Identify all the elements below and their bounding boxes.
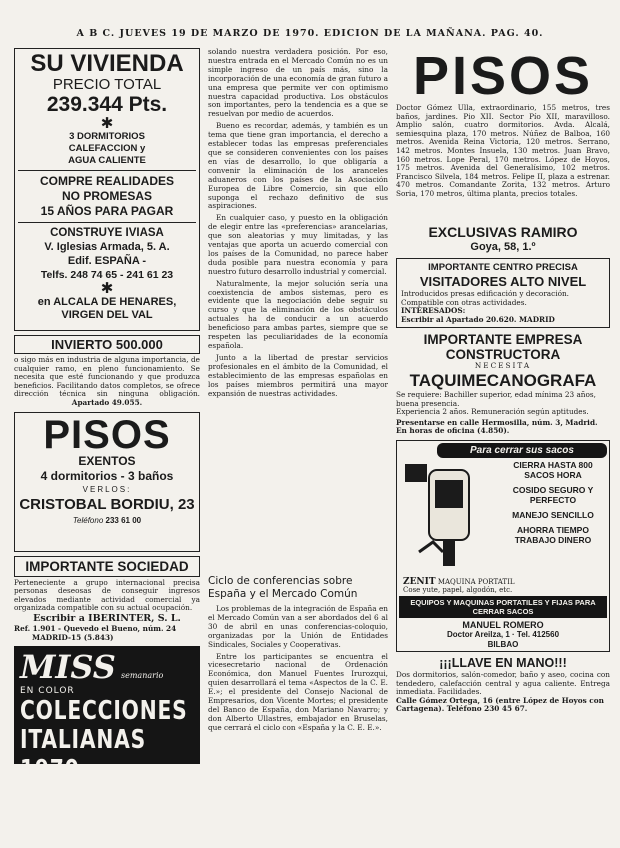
zenit-sewing-machine-icon [399,460,499,578]
ad-invierto-title: INVIERTO 500.000 [14,335,200,354]
article-paragraph: Naturalmente, la mejor solución sería una coexistencia de ambos sistemas, pero es evidente que la negociación debe seguir su curso y que la eliminación de los obstáculos actuales ha de conducir a un acuerdo beneficioso para ambas partes, siempre que se respeten las peculiaridades de la economía española. [208,278,388,350]
page-header: A B C. JUEVES 19 DE MARZO DE 1970. EDICION DE LA MAÑANA. PAG. 40. [76,28,544,39]
ad-invierto-text: o sigo más en industria de alguna importancia, de cualquier ramo, en pleno funcionamiento. Se necesita que esté funcionando y que produzca beneficios. Facilitando datos completos, se ofrece dirección técnica sin ninguna obligación. [14,356,200,399]
ad-pisos-right [396,48,610,254]
right-column [396,48,610,842]
ad-vivienda-feature: 3 DORMITORIOS [69,131,145,142]
ad-zenit-machine: MAQUINA PORTATIL [437,577,515,586]
ad-zenit-city: BILBAO [487,639,519,649]
phone-label: Teléfono [72,515,104,525]
ad-sociedad-city: MADRID-15 (5.843) [32,632,114,642]
ad-pisos-exentos-rooms: 4 dormitorios - 3 baños [40,468,174,483]
ad-constructora-req: Experiencia 2 años. Remuneración según aptitudes. [396,407,589,417]
ad-miss-line1: EN COLOR [20,686,75,697]
ad-vivienda-offer: NO PROMESAS [61,189,152,203]
ad-pisos-exentos-sells-label: VERLOS: [82,484,132,494]
ad-miss-brand: MISS [20,648,116,687]
ad-vivienda-price-label: PRECIO TOTAL [52,76,162,93]
ad-sociedad-write: Escribir a IBERINTER, S. L. [33,612,181,624]
asterisk-icon: ✱ [100,115,114,132]
ad-llave [396,656,610,714]
ad-zenit-brand-row [403,578,607,594]
article-paragraph: Bueno es recordar, además, y también es un tema que tiene gran importancia, el derecho a establecer todas las empresas preferenciales que se consideren convenientes con los países en vías de desarrollo, lo que obligaría a convenir la eliminación de los aranceles aduaneros con los países de la Asociación Europea de Libre Comercio, sin que ello suponga el rechazo definitivo de sus aspiraciones. [208,121,388,211]
ad-vivienda [14,48,200,331]
ad-zenit [396,440,610,652]
ad-pisos-right-address: Goya, 58, 1.º [470,241,536,253]
ad-vivienda-location: en ALCALA DE HENARES, [37,296,177,308]
ad-visitadores-title: IMPORTANTE CENTRO PRECISA [428,262,578,273]
ad-zenit-brand: ZENIT [403,576,436,587]
ad-constructora-title: IMPORTANTE EMPRESA CONSTRUCTORA [423,332,583,363]
ad-vivienda-title: SU VIVIENDA [30,50,184,77]
ad-pisos-exentos-phone [17,515,197,527]
ad-pisos-right-text: Doctor Gómez Ulla, extraordinario, 155 metros, tres baños, jardines. Pio XII. Sector Pío XII, maravilloso. Amplio salón, cuatro dormitorios. Avda. Alcalá, semiesquina plaza, 170 metros. Núñez de Balboa, 160 metros. Avenida Reina Victoria, 120 metros. Serrano, 142 metros. Montes Insuela, 130 metros. Juan Bravo, 160 metros. Lope Peral, 170 metros. López de Hoyos, 175 metros. Avenida del Generalísimo, 102 metros. Francisco Silvela, 184 metros. Felipe II, plaza a estrenar. 470 metros. Comandante Zorita, 132 metros. Arturo Soria, 170 metros, última planta, precios totales. [396,104,610,198]
ad-zenit-benefits [499,460,607,578]
article-paragraph: Junto a la libertad de prestar servicios profesionales en el ámbito de la Comunidad, el establecimiento de las empresas españolas en los países miembros permitirá una mayor expansión de nuestras actividades. [208,352,388,398]
ad-pisos-right-title: PISOS [412,46,594,106]
ad-vivienda-builder: CONSTRUYE IVIASA [50,227,164,239]
asterisk-icon: ✱ [100,280,114,297]
ad-llave-title: ¡¡¡LLAVE EN MANO!!! [439,655,567,670]
ad-visitadores [396,258,610,328]
ad-vivienda-feature: AGUA CALIENTE [68,155,146,166]
article-paragraph: En cualquier caso, y puesto en la obligación de elegir entre las «preferencias» arancelarias, que son aleatorias y muy limitadas, y las ventajas que aporta un acuerdo comercial con los países de la Comunidad, no parece haber duda posible para nuestra economía y para nuestro futuro desarrollo industrial y comercial. [208,213,388,276]
ad-zenit-dealer: MANUEL ROMERO [462,619,544,630]
ad-pisos-right-agency: EXCLUSIVAS RAMIRO [428,224,578,240]
ad-visitadores-headline: VISITADORES ALTO NIVEL [419,274,587,289]
left-column [14,48,200,842]
zenit-benefit: AHORRA TIEMPO TRABAJO DINERO [514,524,592,545]
ad-vivienda-building: Edif. ESPAÑA - [67,255,147,267]
ad-pisos-exentos [14,412,200,552]
article-paragraph: solando nuestra verdadera posición. Por eso, nuestra entrada en el Mercado Común no es un simple ingreso de un país más, sino la incorporación de una economía de gran futuro a una empresa que permite ver con optimismo nuestra capacidad productiva. Los obstáculos son importantes, pero la tendencia es a que se resuelvan por medio de acuerdos. [208,48,388,119]
ad-pisos-exentos-subtitle: EXENTOS [78,453,136,468]
ad-constructora-headline: TAQUIMECANOGRAFA [409,370,597,390]
article-main [208,48,388,573]
ad-vivienda-location: VIRGEN DEL VAL [61,309,153,321]
article-ciclo-headline: Ciclo de conferencias sobre España y el Mercado Común [208,575,358,600]
ad-vivienda-offer: 15 AÑOS PARA PAGAR [40,204,174,218]
ad-vivienda-price: 239.344 Pts. [46,93,168,116]
ad-constructora-req: Se requiere: Bachiller superior, edad mínima 23 años, buena presencia. [396,389,596,408]
divider [18,222,196,223]
article-paragraph: Entre los participantes se encuentra el vicesecretario nacional de Ordenación Económica, don Manuel Fuentes Irurozqui, quien desarrollará el tema «Aspectos de la C. E. E.»; el presidente del Consejo Nacional de Empresarios, don Vicente Mortes; el presidente del Banco de España, don Mariano Navarro; y don Alberto Ullastres, embajador en Bruselas, que cerrará el ciclo con «España y la C. E. E.». [208,651,388,732]
ad-zenit-dealer-address: Doctor Areilza, 1 · Tel. 412560 [446,629,560,639]
ad-sociedad-text: Perteneciente a grupo internacional precisa personas deseosas de conseguir ingresos elevados mediante actividad comercial ya organizada compatible con su actual ocupación. [14,577,200,613]
ad-constructora [396,332,610,436]
ad-zenit-body [399,460,607,578]
ad-zenit-banner: Para cerrar sus sacos [437,443,607,458]
phone-number: 233 61 00 [105,515,142,525]
zenit-benefit: MANEJO SENCILLO [512,509,594,520]
ad-visitadores-label: INTERESADOS: [401,306,466,316]
ad-visitadores-contact: Escribir al Apartado 20.620. MADRID [401,314,555,324]
ad-constructora-needs: NECESITA [474,361,532,371]
article-ciclo [208,573,388,841]
ad-pisos-exentos-agent: CRISTOBAL BORDIU, 23 [19,495,195,513]
ad-pisos-exentos-title: PISOS [43,412,171,457]
ad-llave-text: Dos dormitorios, salón-comedor, baño y aseo, cocina con tendedero, calefacción central y agua caliente. Entrega inmediata. Facilidades. [396,669,610,697]
divider [18,170,196,171]
ad-sociedad [14,556,200,643]
article-paragraph: Los problemas de la integración de España en el Mercado Común van a ser abordados del 6 al 30 de abril en unas conferencias-coloquio, organizadas por la Unión de Entidades Sindicales, Sociales y Cooperativas. [208,604,388,649]
ad-visitadores-text: Introducidos presas edificación y decoración. Compatible con otras actividades. [401,289,569,307]
ad-miss-brand-row [20,649,194,685]
ad-llave-address: Calle Gómez Ortega, 16 (entre López de Hoyos con Cartagena). Teléfono 230 45 67. [396,695,604,714]
ad-sociedad-title: IMPORTANTE SOCIEDAD [14,556,200,577]
ad-zenit-caption: Cose yute, papel, algodón, etc. [403,585,513,594]
ad-vivienda-offer: COMPRE REALIDADES [39,174,174,188]
ad-vivienda-address: V. Iglesias Armada, 5. A. [44,241,170,253]
ad-miss-line2: COLECCIONES [20,696,188,727]
ad-miss [14,646,200,786]
zenit-benefit: CIERRA HASTA 800 SACOS HORA [513,459,593,480]
ad-vivienda-feature: CALEFACCION y [68,143,146,154]
ad-invierto-box: Apartado 49.055. [71,398,143,407]
ad-constructora-contact: Presentarse en calle Hermosilla, núm. 3, Madrid. En horas de oficina (4.850). [396,417,598,436]
middle-column [208,48,388,842]
ad-zenit-equipment: EQUIPOS Y MAQUINAS PORTATILES Y FIJAS PARA CERRAR SACOS [399,596,607,618]
ad-invierto [14,335,200,408]
ad-miss-tag: semanario [121,671,164,681]
ad-sociedad-ref: Ref. 1.901 - Quevedo el Bueno, núm. 24 [14,623,177,633]
ad-miss-line3: ITALIANAS 1970 [20,725,146,786]
zenit-benefit: COSIDO SEGURO Y PERFECTO [512,484,594,505]
ad-vivienda-phones: Telfs. 248 74 65 - 241 61 23 [40,269,174,281]
